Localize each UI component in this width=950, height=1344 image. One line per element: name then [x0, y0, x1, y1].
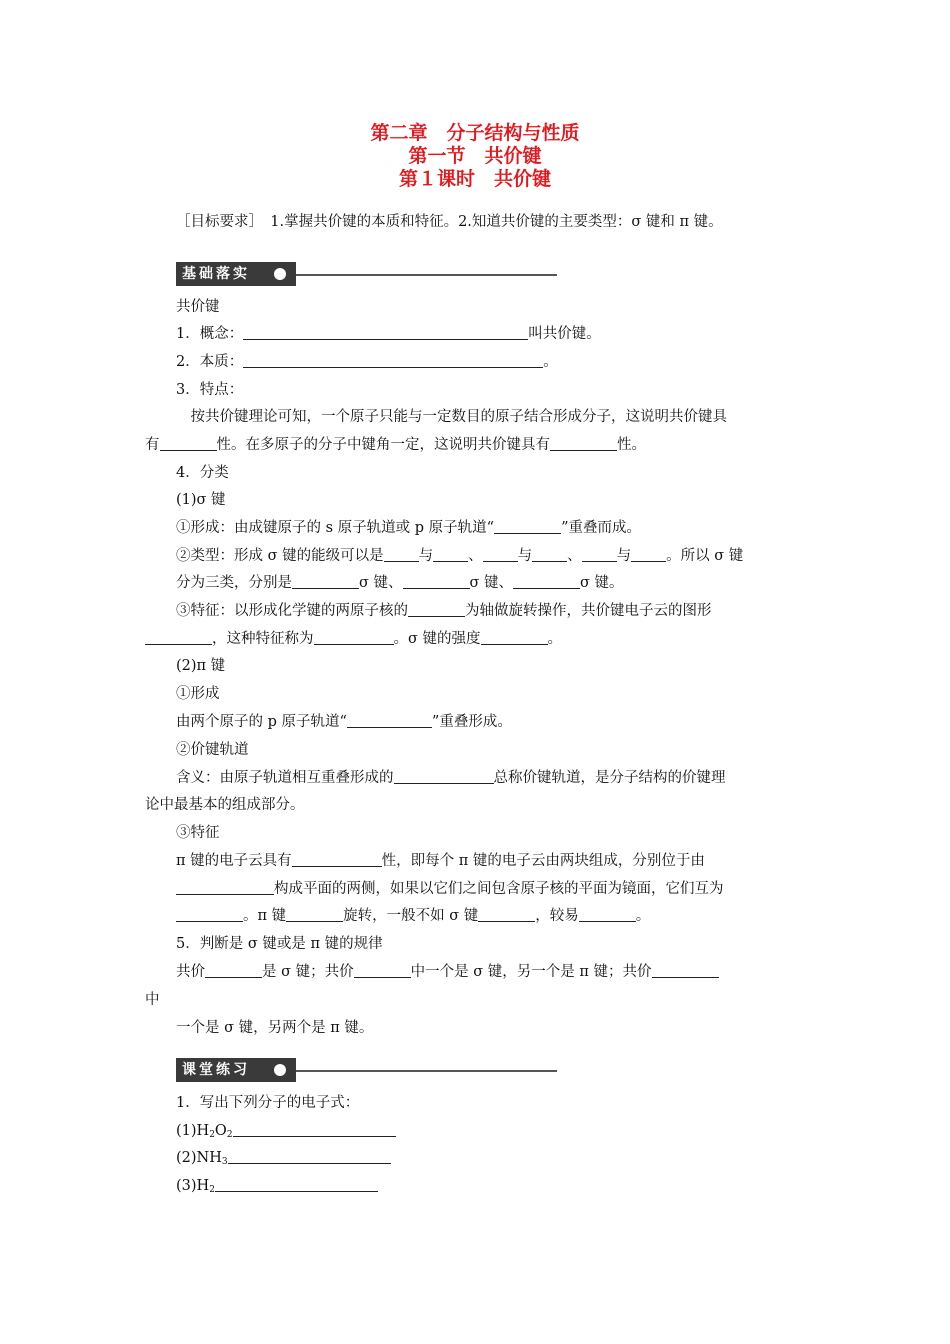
text-segment: 。 [635, 908, 651, 924]
pi-feature-1 [176, 851, 705, 871]
banner-label: 基础落实 [176, 262, 296, 286]
answer-blank[interactable] [532, 546, 567, 562]
answer-blank[interactable] [145, 629, 212, 645]
pi-orbital-def [176, 768, 726, 788]
answer-blank[interactable] [160, 435, 217, 451]
text-segment: (2)NH [176, 1150, 222, 1166]
text-segment: 性。 [617, 437, 646, 453]
bullet-dot-icon [274, 1064, 286, 1076]
text-segment: 3 [221, 1157, 228, 1167]
text-segment: 2 [209, 1185, 215, 1195]
pi-feature-2 [176, 879, 724, 899]
banner-label: 课堂练习 [176, 1058, 296, 1082]
text-segment: 叫共价键。 [528, 326, 601, 342]
sigma-feature-1 [176, 601, 712, 621]
text-segment: 、 [567, 548, 582, 564]
pi-formation-label: ①形成 [176, 686, 220, 702]
text-segment: 。π 键 [243, 908, 287, 924]
answer-blank[interactable] [292, 851, 382, 867]
essence-line [176, 352, 558, 372]
text-segment: 2 [226, 1130, 233, 1140]
text-segment: ，较易 [535, 908, 579, 924]
text-segment: 。σ 键的强度 [393, 631, 481, 647]
chapter-title: 第二章 分子结构与性质 [370, 122, 580, 144]
text-segment: 由两个原子的 p 原子轨道“ [176, 714, 347, 730]
answer-blank[interactable] [550, 435, 617, 451]
answer-blank[interactable] [481, 629, 548, 645]
pi-feature-label: ③特征 [176, 825, 220, 841]
text-segment: 分为三类，分别是 [176, 575, 292, 591]
rule-label: 5．判断是 σ 键或是 π 键的规律 [176, 936, 383, 952]
text-segment: 性，即每个 π 键的电子云由两块组成，分别位于由 [381, 853, 705, 869]
text-segment: 共价 [176, 964, 205, 980]
answer-blank[interactable] [494, 518, 561, 534]
text-segment: 性。在多原子的分子中键角一定，这说明共价键具有 [216, 437, 550, 453]
pi-feature-3 [176, 906, 650, 926]
text-segment: 与 [616, 548, 632, 564]
answer-blank[interactable] [394, 768, 494, 784]
answer-blank[interactable] [243, 352, 543, 368]
text-segment: 为轴做旋转操作，共价键电子云的图形 [465, 603, 712, 619]
bullet-dot-icon [274, 268, 286, 280]
answer-blank[interactable] [433, 546, 468, 562]
sigma-formation [176, 518, 641, 538]
text-segment: 是 σ 键；共价 [262, 964, 354, 980]
answer-blank[interactable] [403, 573, 470, 589]
answer-blank[interactable] [478, 906, 535, 922]
exercise-item-h2 [176, 1176, 378, 1196]
text-segment: σ 键、 [469, 575, 514, 591]
text-segment: π 键的电子云具有 [176, 853, 292, 869]
text-segment: ”重叠形成。 [431, 714, 512, 730]
answer-blank[interactable] [243, 324, 528, 340]
answer-blank[interactable] [205, 962, 262, 978]
text-segment: 有 [145, 437, 160, 453]
section-title: 第一节 共价键 [408, 145, 542, 167]
answer-blank[interactable] [582, 546, 617, 562]
text-segment: (3)H [176, 1178, 210, 1194]
answer-blank[interactable] [652, 962, 719, 978]
text-segment: 与 [517, 548, 533, 564]
text-segment: 中一个是 σ 键，另一个是 π 键；共价 [410, 964, 652, 980]
classify-label: 4．分类 [176, 465, 229, 481]
answer-blank[interactable] [513, 573, 580, 589]
features-paragraph-1: 按共价键理论可知，一个原子只能与一定数目的原子结合形成分子，这说明共价键具 [176, 409, 727, 425]
text-segment: (1)H [176, 1123, 210, 1139]
text-segment: 构成平面的两侧，如果以它们之间包含原子核的平面为镜面，它们互为 [274, 881, 724, 897]
answer-blank[interactable] [292, 573, 359, 589]
text-segment: 、 [468, 548, 483, 564]
text-segment: ①形成：由成键原子的 s 原子轨道或 p 原子轨道“ [176, 520, 495, 536]
text-segment: 。所以 σ 键 [666, 548, 744, 564]
answer-blank[interactable] [176, 879, 274, 895]
text-segment: σ 键。 [580, 575, 624, 591]
answer-blank[interactable] [347, 712, 432, 728]
text-segment: 总称价键轨道，是分子结构的价键理 [493, 770, 726, 786]
text-segment: 。 [547, 631, 563, 647]
text-segment: O [214, 1123, 227, 1139]
concept-line [176, 324, 601, 344]
title-block [0, 122, 950, 191]
lesson-title: 第１课时 共价键 [398, 168, 551, 190]
answer-blank[interactable] [384, 546, 419, 562]
text-segment: 含义：由原子轨道相互重叠形成的 [176, 770, 394, 786]
text-segment: ②类型：形成 σ 键的能级可以是 [176, 548, 384, 564]
section-banner-practice [176, 1058, 557, 1082]
features-paragraph-2 [145, 435, 646, 455]
answer-blank[interactable] [314, 629, 394, 645]
sigma-feature-2 [145, 629, 562, 649]
text-segment: 与 [418, 548, 434, 564]
sigma-types [176, 546, 743, 566]
features-label: 3．特点： [176, 382, 244, 398]
pi-orbital-def-cont: 论中最基本的组成部分。 [145, 797, 305, 813]
text-segment: ，这种特征称为 [212, 631, 314, 647]
text-segment: 1．概念： [176, 326, 244, 342]
pi-label: (2)π 键 [176, 658, 226, 674]
answer-blank[interactable] [631, 546, 666, 562]
answer-blank[interactable] [579, 906, 636, 922]
banner-rule [296, 274, 557, 276]
text-segment: 。 [543, 354, 558, 370]
learning-goals: ［目标要求］ 1.掌握共价键的本质和特征。2.知道共价键的主要类型：σ 键和 π 键。 [176, 214, 723, 230]
answer-blank[interactable] [233, 1121, 396, 1137]
answer-blank[interactable] [176, 906, 243, 922]
answer-blank[interactable] [408, 601, 465, 617]
rule-line-3: 一个是 σ 键，另两个是 π 键。 [176, 1020, 374, 1036]
answer-blank[interactable] [286, 906, 343, 922]
exercise-question-1: 1．写出下列分子的电子式： [176, 1095, 360, 1111]
banner-rule [296, 1070, 557, 1072]
answer-blank[interactable] [228, 1148, 391, 1164]
sigma-label: (1)σ 键 [176, 492, 226, 508]
answer-blank[interactable] [483, 546, 518, 562]
sigma-three-types [176, 573, 624, 593]
text-segment: 2．本质： [176, 354, 244, 370]
text-segment: ③特征：以形成化学键的两原子核的 [176, 603, 408, 619]
pi-formation [176, 712, 512, 732]
text-segment: 旋转，一般不如 σ 键 [343, 908, 479, 924]
section-banner-basics [176, 262, 557, 286]
text-segment: ”重叠而成。 [561, 520, 641, 536]
rule-line-1 [176, 962, 719, 982]
exercise-item-h2o2 [176, 1121, 396, 1141]
answer-blank[interactable] [215, 1176, 378, 1192]
topic-heading: 共价键 [176, 299, 220, 315]
text-segment: 2 [209, 1130, 215, 1140]
text-segment: σ 键、 [359, 575, 403, 591]
exercise-item-nh3 [176, 1148, 391, 1168]
answer-blank[interactable] [354, 962, 411, 978]
rule-line-2: 中 [145, 992, 160, 1008]
pi-orbital-label: ②价键轨道 [176, 742, 249, 758]
